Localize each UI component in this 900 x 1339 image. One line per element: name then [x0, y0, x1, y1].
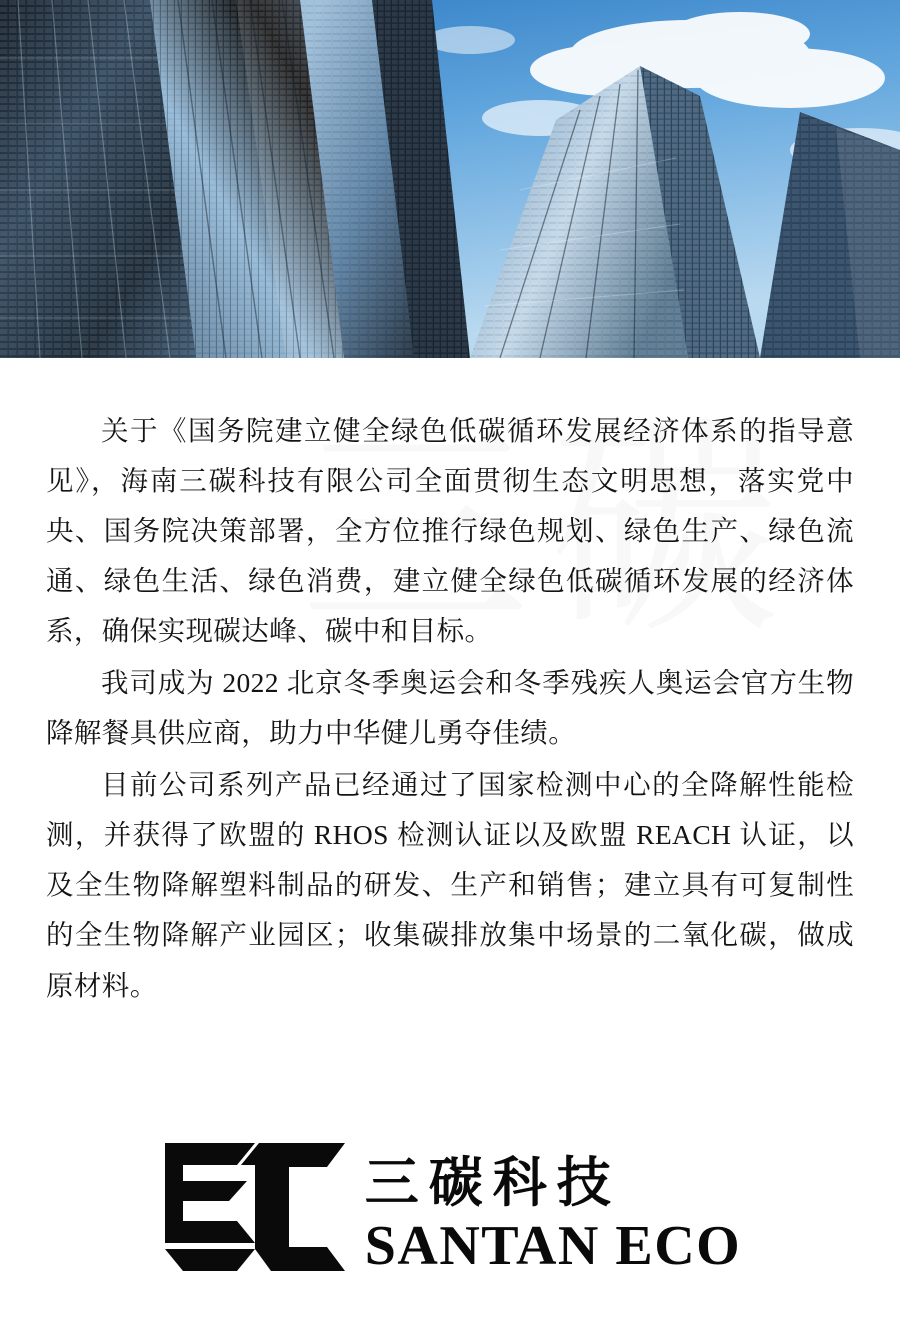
hero-illustration — [0, 0, 900, 358]
paragraph-3: 目前公司系列产品已经通过了国家检测中心的全降解性能检测，并获得了欧盟的 RHOS 检测认证以及欧盟 REACH 认证，以及全生物降解塑料制品的研发、生产和销售；建立具有可复制性的全生物降解产业园区；收集碳排放集中场景的二氧化碳，做成原材料。 — [46, 769, 854, 1001]
3c-monogram-icon — [159, 1137, 349, 1287]
logo-wordmark — [365, 1148, 741, 1277]
paragraph-1: 关于《国务院建立健全绿色低碳循环发展经济体系的指导意见》，海南三碳科技有限公司全面贯彻生态文明思想，落实党中央、国务院决策部署，全方位推行绿色规划、绿色生产、绿色流通、绿色生活、绿色消费，建立健全绿色低碳循环发展的经济体系，确保实现碳达峰、碳中和目标。 — [46, 415, 854, 647]
article-body — [0, 358, 900, 1011]
hero-image — [0, 0, 900, 358]
company-logo — [0, 1137, 900, 1287]
logo-english-name: SANTAN ECO — [364, 1215, 742, 1278]
paragraph-2: 我司成为 2022 北京冬季奥运会和冬季残疾人奥运会官方生物降解餐具供应商，助力中华健儿勇夺佳绩。 — [46, 667, 854, 749]
logo-chinese-name: 三碳科技 — [364, 1152, 621, 1213]
